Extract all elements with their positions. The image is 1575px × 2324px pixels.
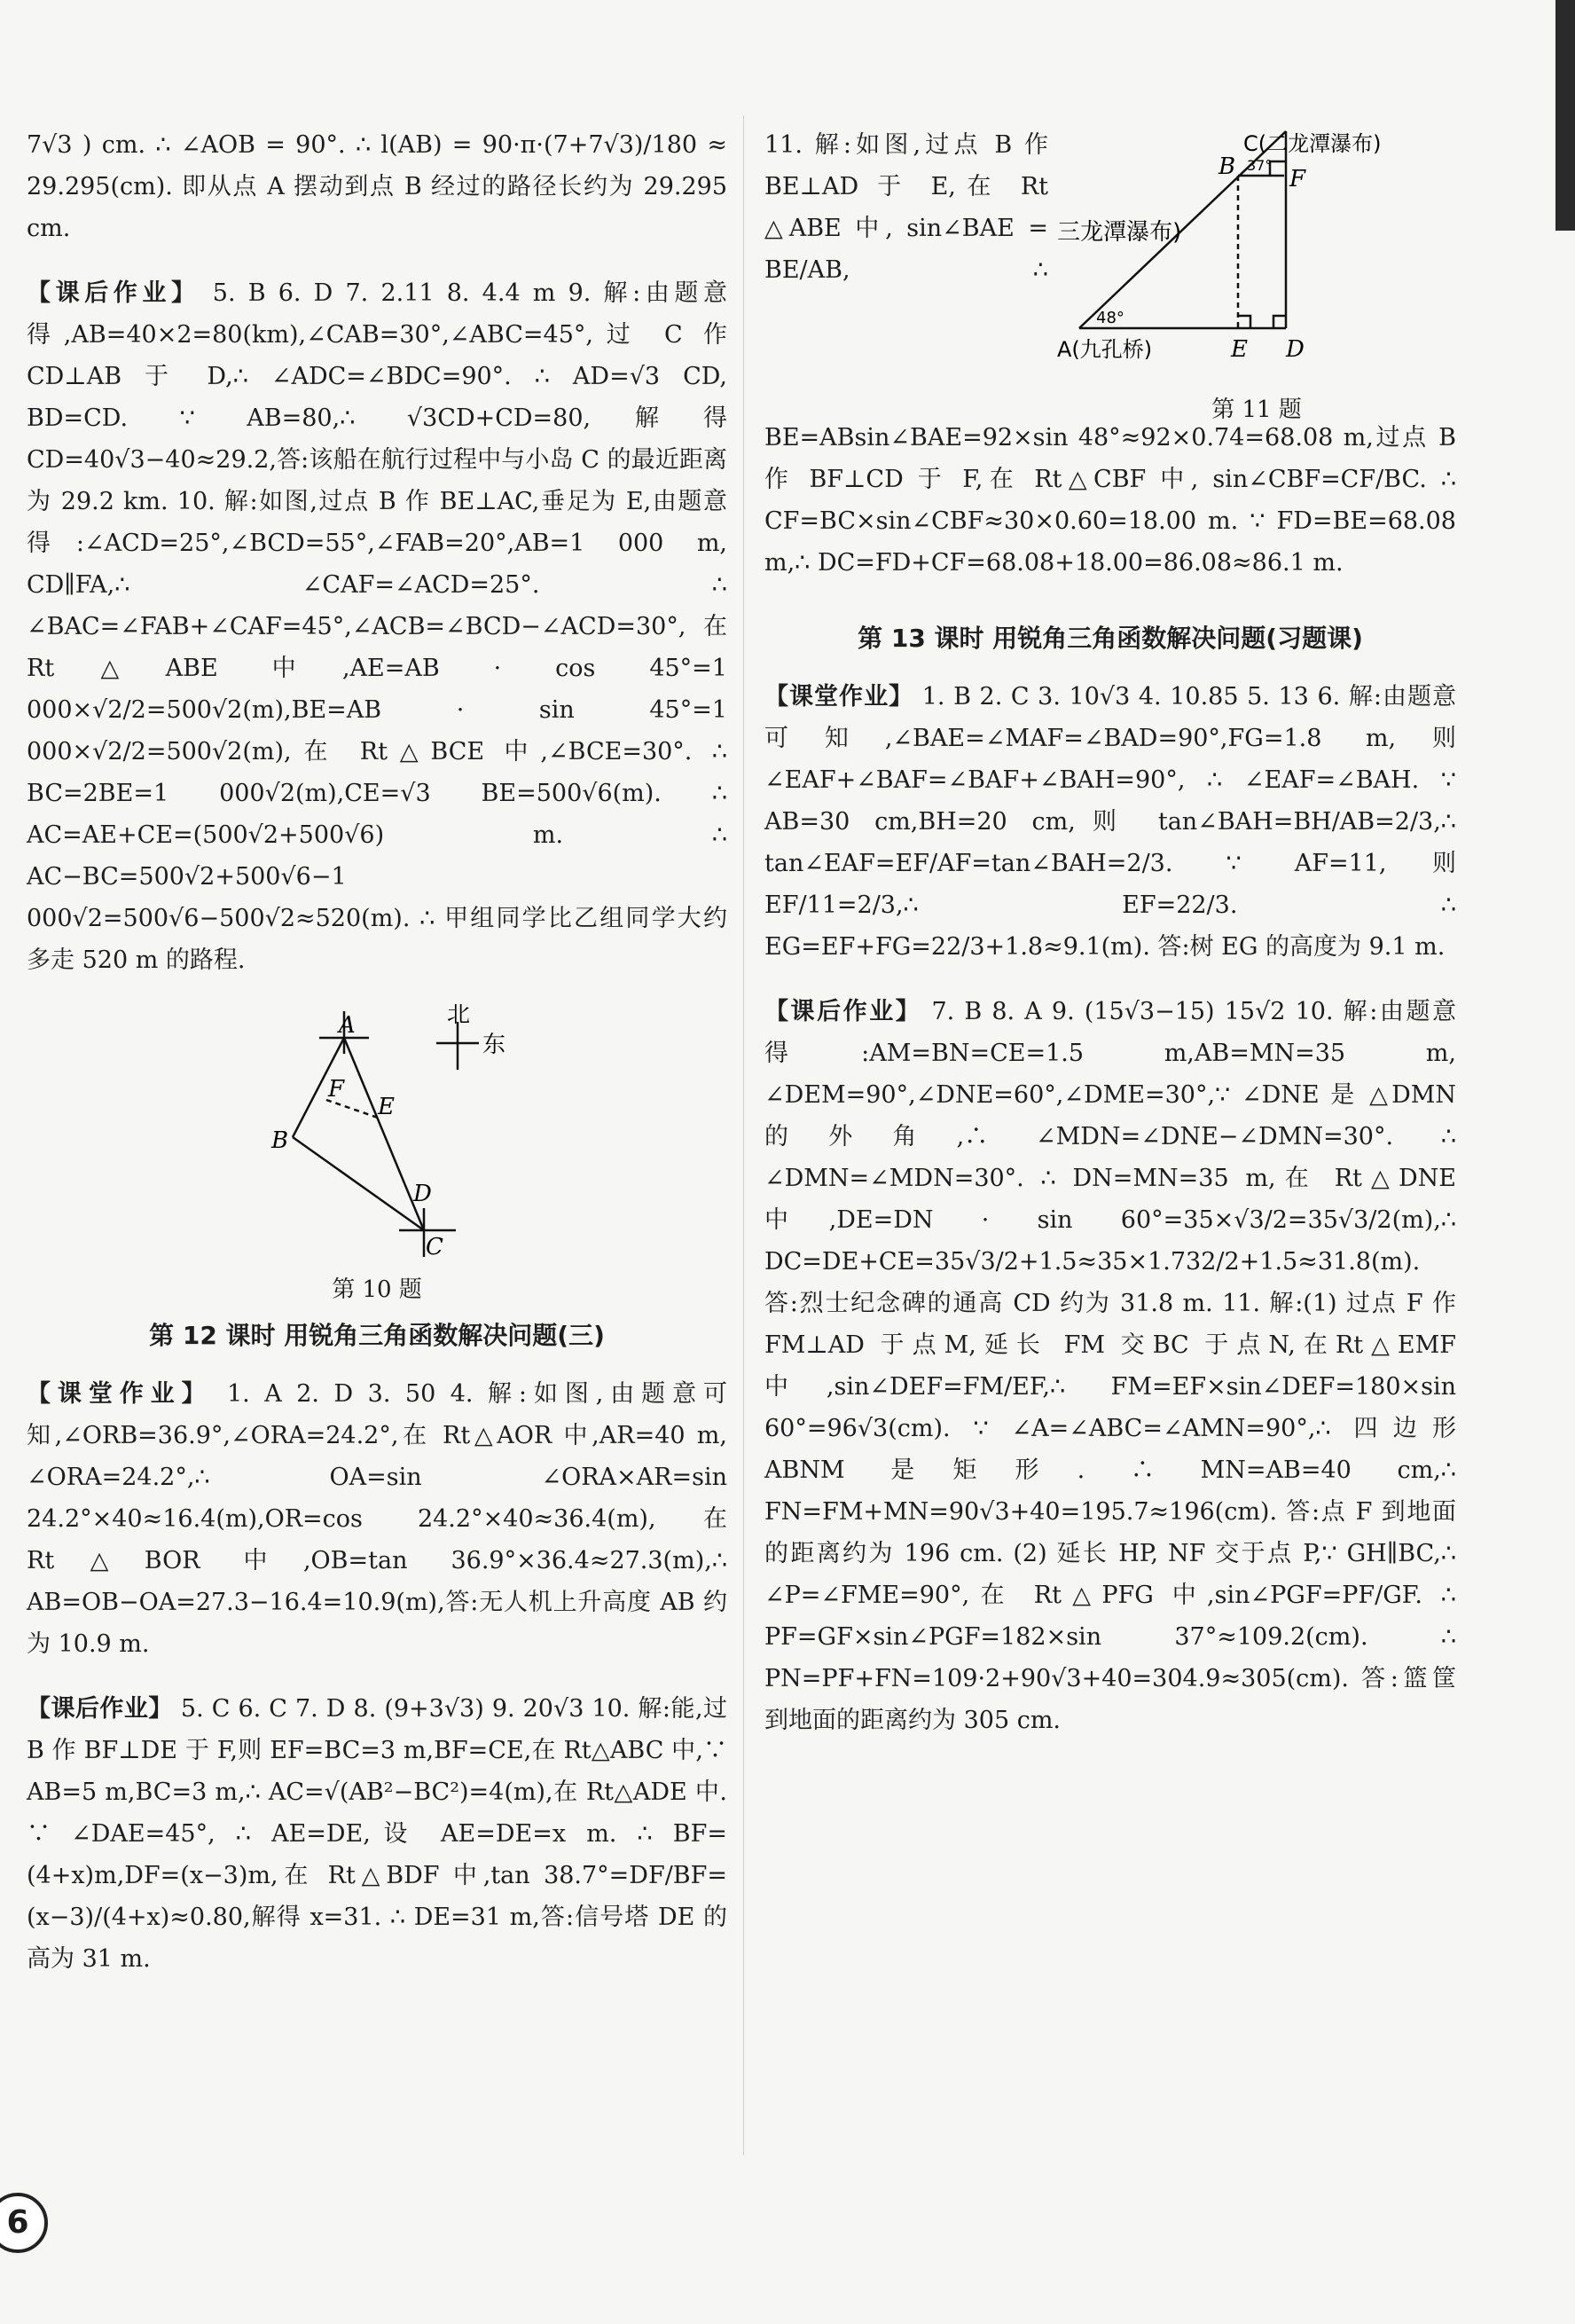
paragraph bbox=[27, 1373, 727, 1665]
paragraph bbox=[764, 991, 1456, 1741]
paragraph-text: 5. B 6. D 7. 2.11 8. 4.4 m 9. 解:由题意得,AB=40×2=80(km),∠CAB=30°,∠ABC=45°,过 C 作 CD⊥AB 于 D,∴ ∠ADC=∠BDC=90°. ∴ AD=√3 CD, BD=CD. ∵ AB=80,∴ √3CD+CD=80,解得 CD=40√3−40≈29.2,答:该船在航行过程中与小岛 C 的最近距离为 29.2 km. 10. 解:如图,过点 B 作 BE⊥AC,垂足为 E,由题意得:∠ACD=25°,∠BCD=55°,∠FAB=20°,AB=1 000 m, CD∥FA,∴ ∠CAF=∠ACD=25°. ∴ ∠BAC=∠FAB+∠CAF=45°,∠ACB=∠BCD−∠ACD=30°,在 Rt△ABE 中,AE=AB · cos 45°=1 000×√2/2=500√2(m),BE=AB · sin 45°=1 000×√2/2=500√2(m),在 Rt△BCE 中,∠BCE=30°. ∴ BC=2BE=1 000√2(m),CE=√3 BE=500√6(m). ∴ AC=AE+CE=(500√2+500√6) m. ∴ AC−BC=500√2+500√6−1 000√2=500√6−500√2≈520(m). ∴ 甲组同学比乙组同学大约多走 520 m 的路程. bbox=[27, 279, 728, 974]
paragraph: 11. 解:如图,过点 B 作 BE⊥AD 于 E,在 Rt △ABE 中, sin∠BAE = BE/AB, ∴ BE=ABsin∠BAE=92×sin 48°≈92×0.74=68.08 m,过点 B 作 BF⊥CD 于 F,在 Rt△CBF 中, sin∠CBF=CF/BC. ∴ CF=BC×sin∠CBF≈30×0.60=18.00 m. ∵ FD=BE=68.08 m,∴ DC=FD+CF=68.08+18.00=86.08≈86.1 m. bbox=[764, 131, 1456, 577]
paragraph bbox=[764, 676, 1456, 968]
fig10-label-F: F bbox=[328, 1076, 345, 1103]
figure-caption: 第 11 题 bbox=[1211, 396, 1302, 423]
fig11-label-C: C(二龙潭瀑布) bbox=[1243, 131, 1382, 156]
fig10-label-B: B bbox=[271, 1127, 289, 1154]
fig11-angle-37: 37° bbox=[1247, 157, 1273, 174]
paragraph bbox=[27, 272, 727, 981]
right-column bbox=[764, 124, 1456, 1764]
paragraph-text: 1. A 2. D 3. 50 4. 解:如图,由题意可知,∠ORB=36.9°,∠ORA=24.2°,在 Rt△AOR 中,AR=40 m, ∠ORA=24.2°,∴ OA=sin ∠ORA×AR=sin 24.2°×40≈16.4(m),OR=cos 24.2°×40≈36.4(m),在 Rt△BOR 中,OB=tan 36.9°×36.4≈27.3(m),∴ AB=OB−OA=27.3−16.4=10.9(m),答:无人机上升高度 AB 约为 10.9 m. bbox=[27, 1380, 727, 1658]
paragraph-text: 7. B 8. A 9. (15√3−15) 15√2 10. 解:由题意得:AM=BN=CE=1.5 m,AB=MN=35 m, ∠DEM=90°,∠DNE=60°,∠DME=30°,∵ ∠DNE 是 △DMN 的外角,∴ ∠MDN=∠DNE−∠DMN=30°. ∴ ∠DMN=∠MDN=30°. ∴ DN=MN=35 m,在 Rt△DNE 中,DE=DN · sin 60°=35×√3/2=35√3/2(m),∴ DC=DE+CE=35√3/2+1.5≈35×1.732/2+1.5≈31.8(m). 答:烈士纪念碑的通高 CD 约为 31.8 m. 11. 解:(1) 过点 F 作 FM⊥AD 于点M,延长 FM 交BC 于点N,在Rt△EMF 中,sin∠DEF=FM/EF,∴ FM=EF×sin∠DEF=180×sin 60°=96√3(cm). ∵ ∠A=∠ABC=∠AMN=90°,∴ 四边形 ABNM 是矩形. ∴ MN=AB=40 cm,∴ FN=FM+MN=90√3+40=195.7≈196(cm). 答:点 F 到地面的距离约为 196 cm. (2) 延长 HP, NF 交于点 P,∵ GH∥BC,∴ ∠P=∠FME=90°,在 Rt△PFG 中,sin∠PGF=PF/GF. ∴ PF=GF×sin∠PGF=182×sin 37°≈109.2(cm). ∴ PN=PF+FN=109·2+90√3+40=304.9≈305(cm). 答:篮筐到地面的距离约为 305 cm. bbox=[764, 998, 1456, 1734]
lesson-heading-12: 第 12 课时 用锐角三角函数解决问题(三) bbox=[149, 1321, 605, 1350]
column-divider bbox=[743, 115, 744, 2155]
binding-edge bbox=[1555, 0, 1575, 231]
paragraph: 7√3 ) cm. ∴ ∠AOB = 90°. ∴ l(AB) = 90·π·(7+7√3)/180 ≈ 29.295(cm). 即从点 A 摆动到点 B 经过的路径长约为 29.295 cm. bbox=[27, 131, 727, 242]
fig10-north: 北 bbox=[447, 1004, 471, 1028]
section-tag: 【课后作业】 bbox=[27, 1695, 173, 1723]
fig10-label-E: E bbox=[378, 1094, 395, 1120]
figure-caption: 第 10 题 bbox=[332, 1276, 422, 1303]
left-column bbox=[27, 124, 727, 2003]
fig10-label-D: D bbox=[413, 1181, 432, 1207]
fig11-label-D: D bbox=[1286, 336, 1305, 363]
fig11-label-F: F bbox=[1289, 166, 1306, 192]
fig10-label-C: C bbox=[426, 1234, 443, 1260]
figure-11 bbox=[1057, 124, 1456, 423]
section-tag: 【课堂作业】 bbox=[764, 683, 914, 711]
fig11-angle-48: 48° bbox=[1096, 309, 1124, 327]
paragraph-text: 1. B 2. C 3. 10√3 4. 10.85 5. 13 6. 解:由题意可知,∠BAE=∠MAF=∠BAD=90°,FG=1.8 m,则 ∠EAF+∠BAF=∠BAF+∠BAH=90°, ∴ ∠EAF=∠BAH. ∵ AB=30 cm,BH=20 cm,则 tan∠BAH=BH/AB=2/3,∴ tan∠EAF=EF/AF=tan∠BAH=2/3. ∵ AF=11,则 EF/11=2/3,∴ EF=22/3. ∴ EG=EF+FG=22/3+1.8≈9.1(m). 答:树 EG 的高度为 9.1 m. bbox=[764, 683, 1456, 961]
fig11-label-B: B bbox=[1218, 153, 1236, 180]
section-tag: 【课后作业】 bbox=[764, 998, 922, 1025]
section-tag: 【课后作业】 bbox=[27, 279, 200, 307]
fig11-label-E: E bbox=[1231, 336, 1248, 363]
figure-11-diagram bbox=[1057, 124, 1456, 381]
lesson-heading-13: 第 13 课时 用锐角三角函数解决问题(习题课) bbox=[858, 624, 1363, 653]
figure-10-diagram bbox=[27, 1004, 727, 1261]
figure-10 bbox=[27, 1004, 727, 1304]
fig11-label-sanlong: (三龙潭瀑布) bbox=[1057, 219, 1182, 246]
paragraph bbox=[27, 1688, 727, 1980]
section-tag: 【课堂作业】 bbox=[27, 1380, 213, 1408]
paragraph-text: 5. C 6. C 7. D 8. (9+3√3) 9. 20√3 10. 解:能,过 B 作 BF⊥DE 于 F,则 EF=BC=3 m,BF=CE,在 Rt△ABC 中,∵ AB=5 m,BC=3 m,∴ AC=√(AB²−BC²)=4(m),在 Rt△ADE 中. ∵ ∠DAE=45°, ∴ AE=DE,设 AE=DE=x m. ∴ BF=(4+x)m,DF=(x−3)m,在 Rt△BDF 中,tan 38.7°=DF/BF=(x−3)/(4+x)≈0.80,解得 x=31. ∴ DE=31 m,答:信号塔 DE 的高为 31 m. bbox=[27, 1695, 728, 1973]
fig10-label-A: A bbox=[339, 1012, 356, 1039]
fig11-label-A: A(九孔桥) bbox=[1057, 337, 1153, 362]
page-number: 6 bbox=[0, 2193, 48, 2253]
fig10-east: 东 bbox=[482, 1032, 506, 1058]
